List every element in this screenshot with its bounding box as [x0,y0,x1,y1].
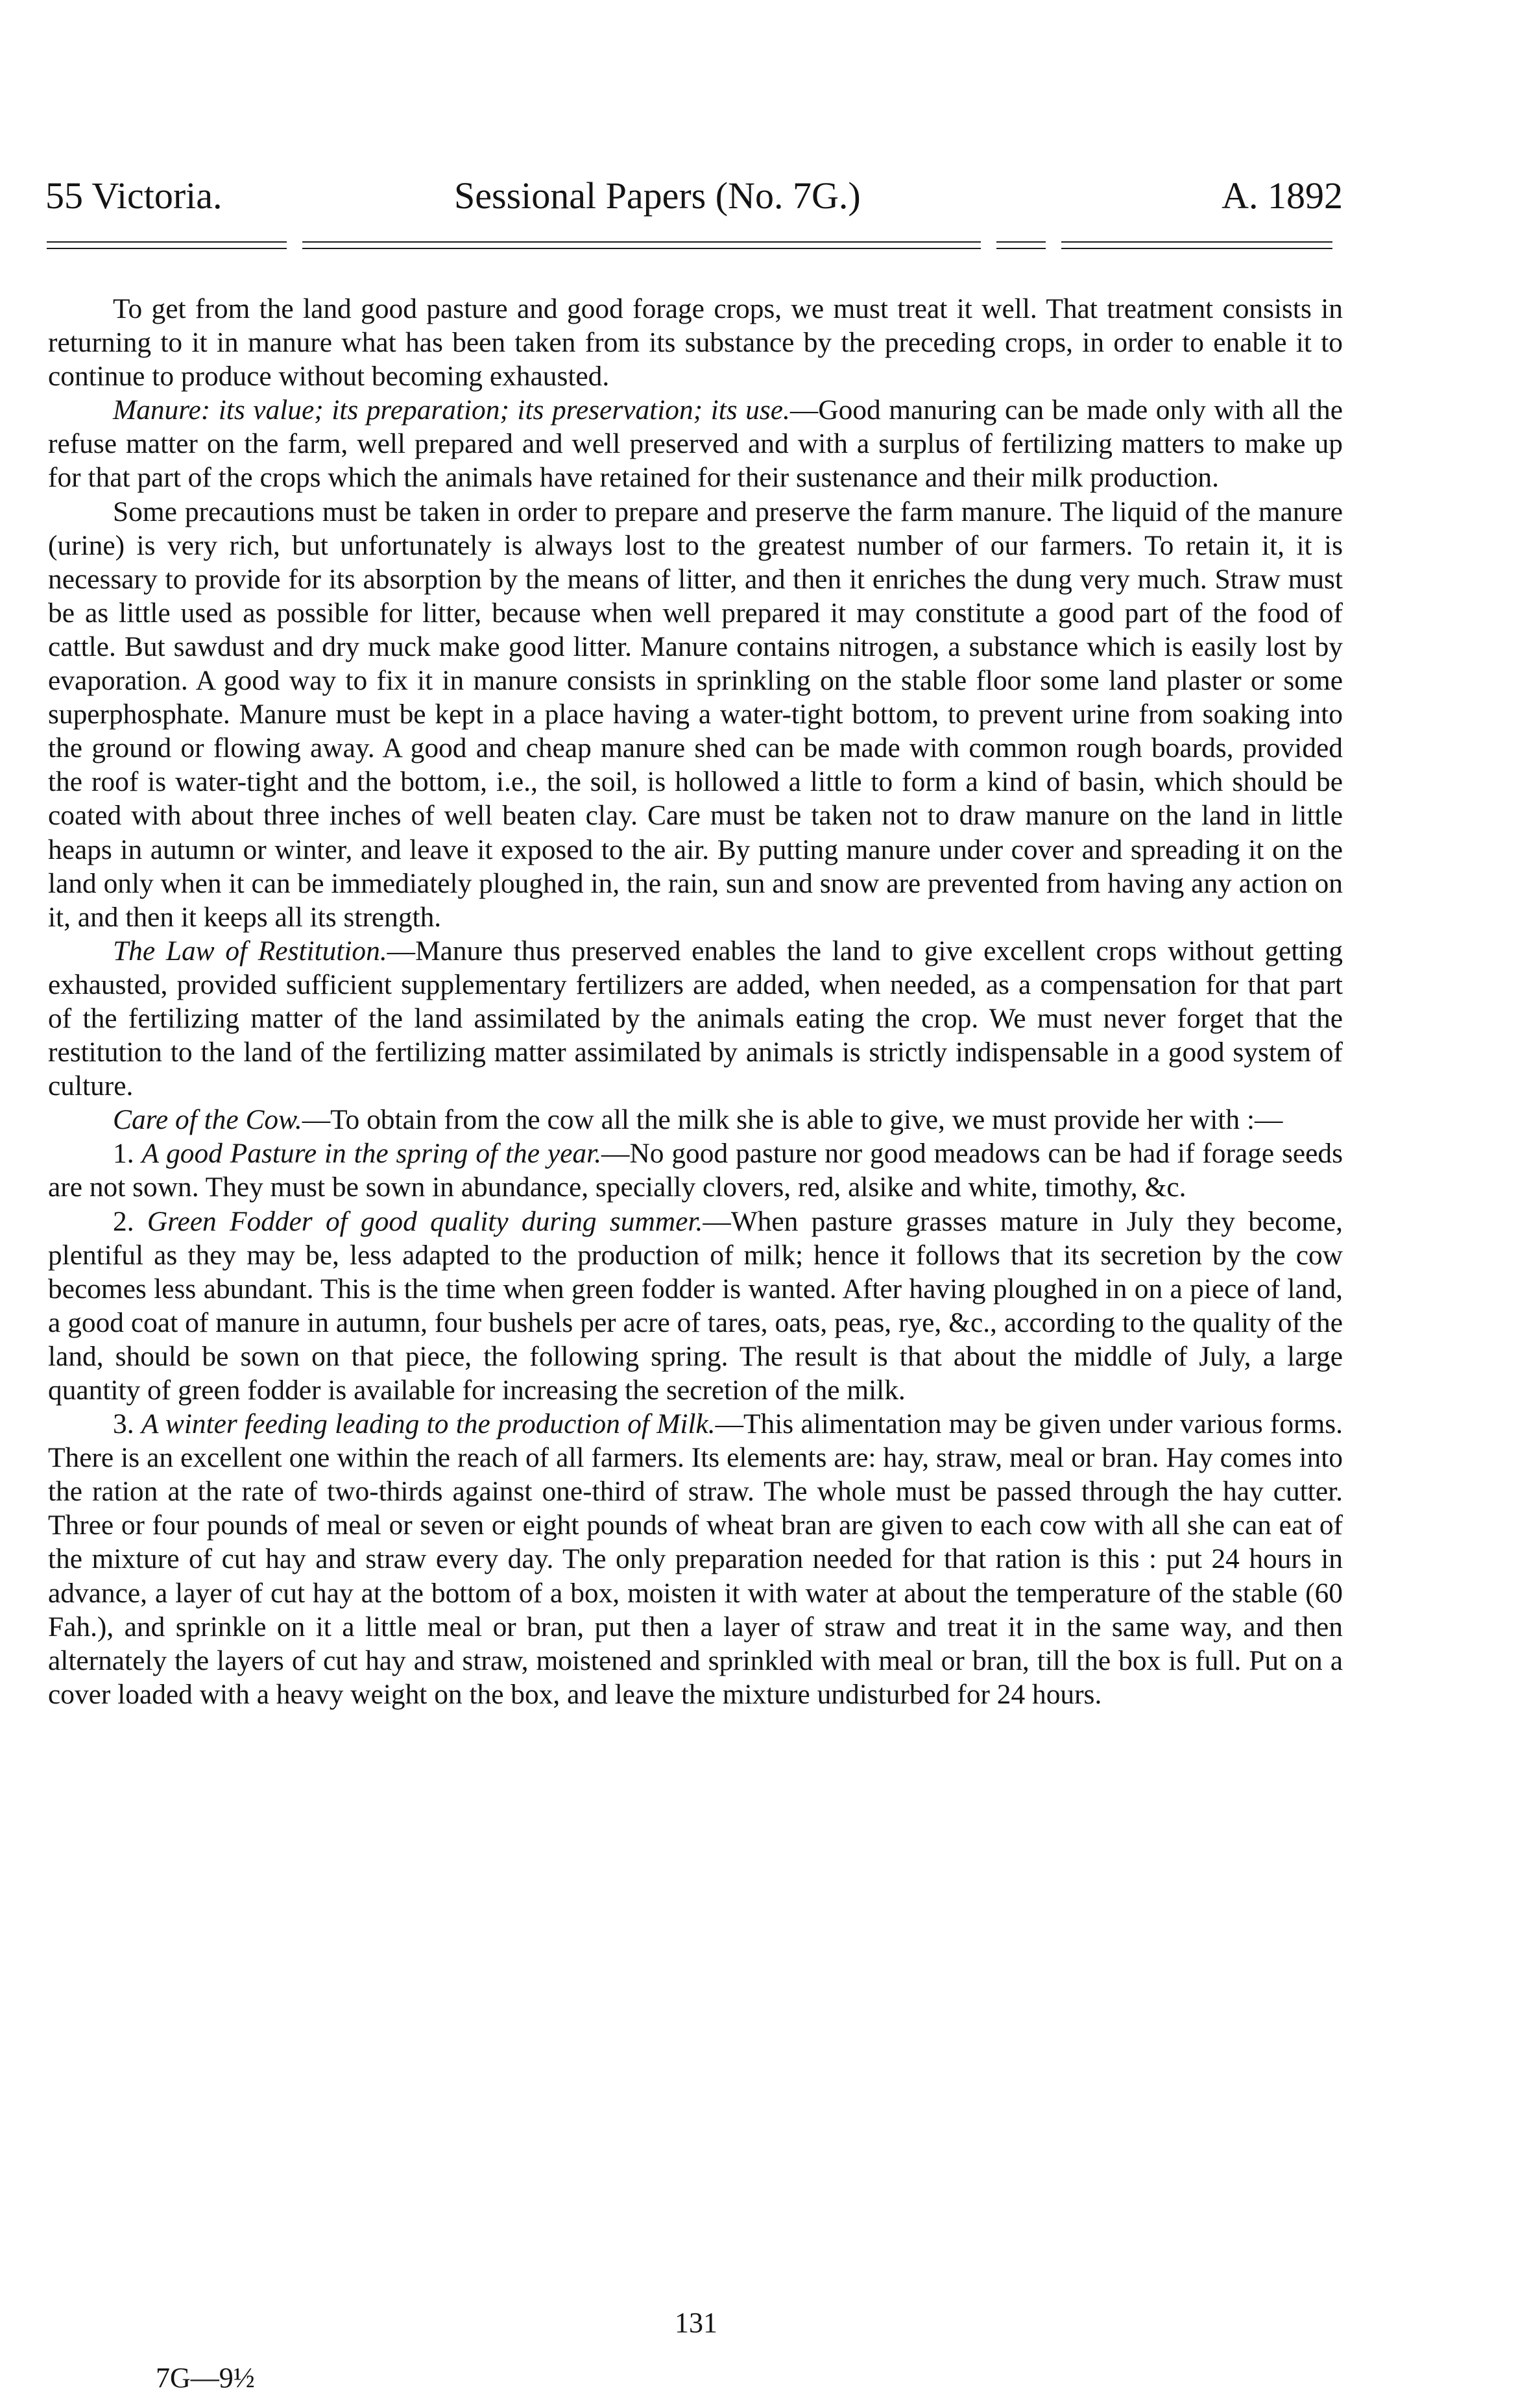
paragraph-text: Some precautions must be taken in order to prepare and preserve the farm manure. The liquid of the manure (urine) is very rich, but unfortunately is always lost to the greatest number of our farmers. To retain it, it is necessary to provide for its absorption by the means of litter, and then it enriches the dung very much. Straw must be as little used as possible for litter, because when well prepared it may constitute a good part of the food of cattle. But sawdust and dry muck make good litter. Manure contains nitrogen, a substance which is easily lost by evaporation. A good way to fix it in manure consists in sprinkling on the stable floor some land plaster or some superphosphate. Manure must be kept in a place having a water-tight bottom, to prevent urine from soaking into the ground or flowing away. A good and cheap manure shed can be made with common rough boards, provided the roof is water-tight and the bottom, i.e., the soil, is hollowed a little to form a kind of basin, which should be coated with about three inches of well beaten clay. Care must be taken not to draw manure on the land in little heaps in autumn or winter, and leave it exposed to the air. By putting manure under cover and spreading it on the land only when it can be immediately ploughed in, the rain, sun and snow are prevented from having any action on it, and then it keeps all its strength. [48,496,1343,933]
list-item-green-fodder [48,1205,1343,1408]
paragraph-intro [48,292,1343,393]
paragraph-text: —No good pasture nor good meadows can be had if forage seeds are not sown. They must be sown in abundance, specially clovers, red, alsike and white, timothy, &c. [48,1138,1343,1203]
signature-mark: 7G—9½ [156,2362,255,2394]
list-number: 1. [113,1138,134,1170]
running-head [45,170,1343,222]
running-head-year: A. 1892 [1222,175,1343,217]
paragraph-text: —Good manuring can be made only with all the refuse matter on the farm, well prepared and well preserved and with a surplus of fertilizing matters to make up for that part of the crops which the animals have retained for their sustenance and their milk production. [48,394,1343,494]
paragraph-precautions [48,495,1343,934]
running-head-session: 55 Victoria. [45,175,223,217]
paragraph-text: —This alimentation may be given under various forms. There is an excellent one within the reach of all farmers. Its elements are: hay, straw, meal or bran. Hay comes into the ration at the rate of two-thirds against one-third of straw. The whole must be passed through the hay cutter. Three or four pounds of meal or seven or eight pounds of wheat bran are given to each cow with all she can eat of the mixture of cut hay and straw every day. The only preparation needed for that ration is this : put 24 hours in advance, a layer of cut hay at the bottom of a box, moisten it with water at about the temperature of the stable (60 Fah.), and sprinkle on it a little meal or bran, put then a layer of straw and treat it in the same way, and then alternately the layers of cut hay and straw, moistened and sprinkled with meal or bran, till the box is full. Put on a cover loaded with a heavy weight on the box, and leave the mixture undisturbed for 24 hours. [48,1408,1343,1710]
page-number: 131 [675,2307,717,2339]
section-heading: A winter feeding leading to the production of Milk. [141,1408,716,1440]
paragraph-restitution [48,934,1343,1103]
body-text [48,292,1343,1711]
paragraph-text: To get from the land good pasture and good forage crops, we must treat it well. That treatment consists in returning to it in manure what has been taken from its substance by the preceding crops, in order to enable it to continue to produce without becoming exhausted. [48,293,1343,392]
list-item-winter-feeding [48,1407,1343,1711]
list-number: 3. [113,1408,134,1440]
list-item-pasture [48,1137,1343,1204]
section-heading: The Law of Restitution. [113,935,387,967]
running-head-title: Sessional Papers (No. 7G.) [454,175,861,217]
paragraph-care-of-cow [48,1103,1343,1137]
paragraph-manure [48,393,1343,494]
paragraph-text: —Manure thus preserved enables the land to give excellent crops without getting exhausted, provided sufficient supplementary fertilizers are added, when needed, as a compensation for that part of the fertilizing matter of the land assimilated by the animals eating the crop. We must never forget that the restitution to the land of the fertilizing matter assimilated by animals is strictly indispensable in a good system of culture. [48,935,1343,1102]
paragraph-text: —When pasture grasses mature in July they become, plentiful as they may be, less adapted to the production of milk; hence it follows that its secretion by the cow becomes less abundant. This is the time when green fodder is wanted. After having ploughed in on a piece of land, a good coat of manure in autumn, four bushels per acre of tares, oats, peas, rye, &c., according to the quality of the land, should be sown on that piece, the following spring. The result is that about the middle of July, a large quantity of green fodder is available for increasing the secretion of the milk. [48,1205,1343,1406]
section-heading: Manure: its value; its preparation; its preservation; its use. [113,394,790,426]
rule-gap [981,240,996,249]
rule-gap [1046,240,1061,249]
rule-gap [287,240,302,249]
list-number: 2. [113,1205,134,1237]
section-heading: Green Fodder of good quality during summer. [147,1205,703,1237]
paragraph-text: —To obtain from the cow all the milk she is able to give, we must provide her with :— [302,1104,1283,1136]
header-double-rule [47,241,1332,249]
section-heading: Care of the Cow. [113,1104,302,1136]
section-heading: A good Pasture in the spring of the year. [141,1138,602,1170]
